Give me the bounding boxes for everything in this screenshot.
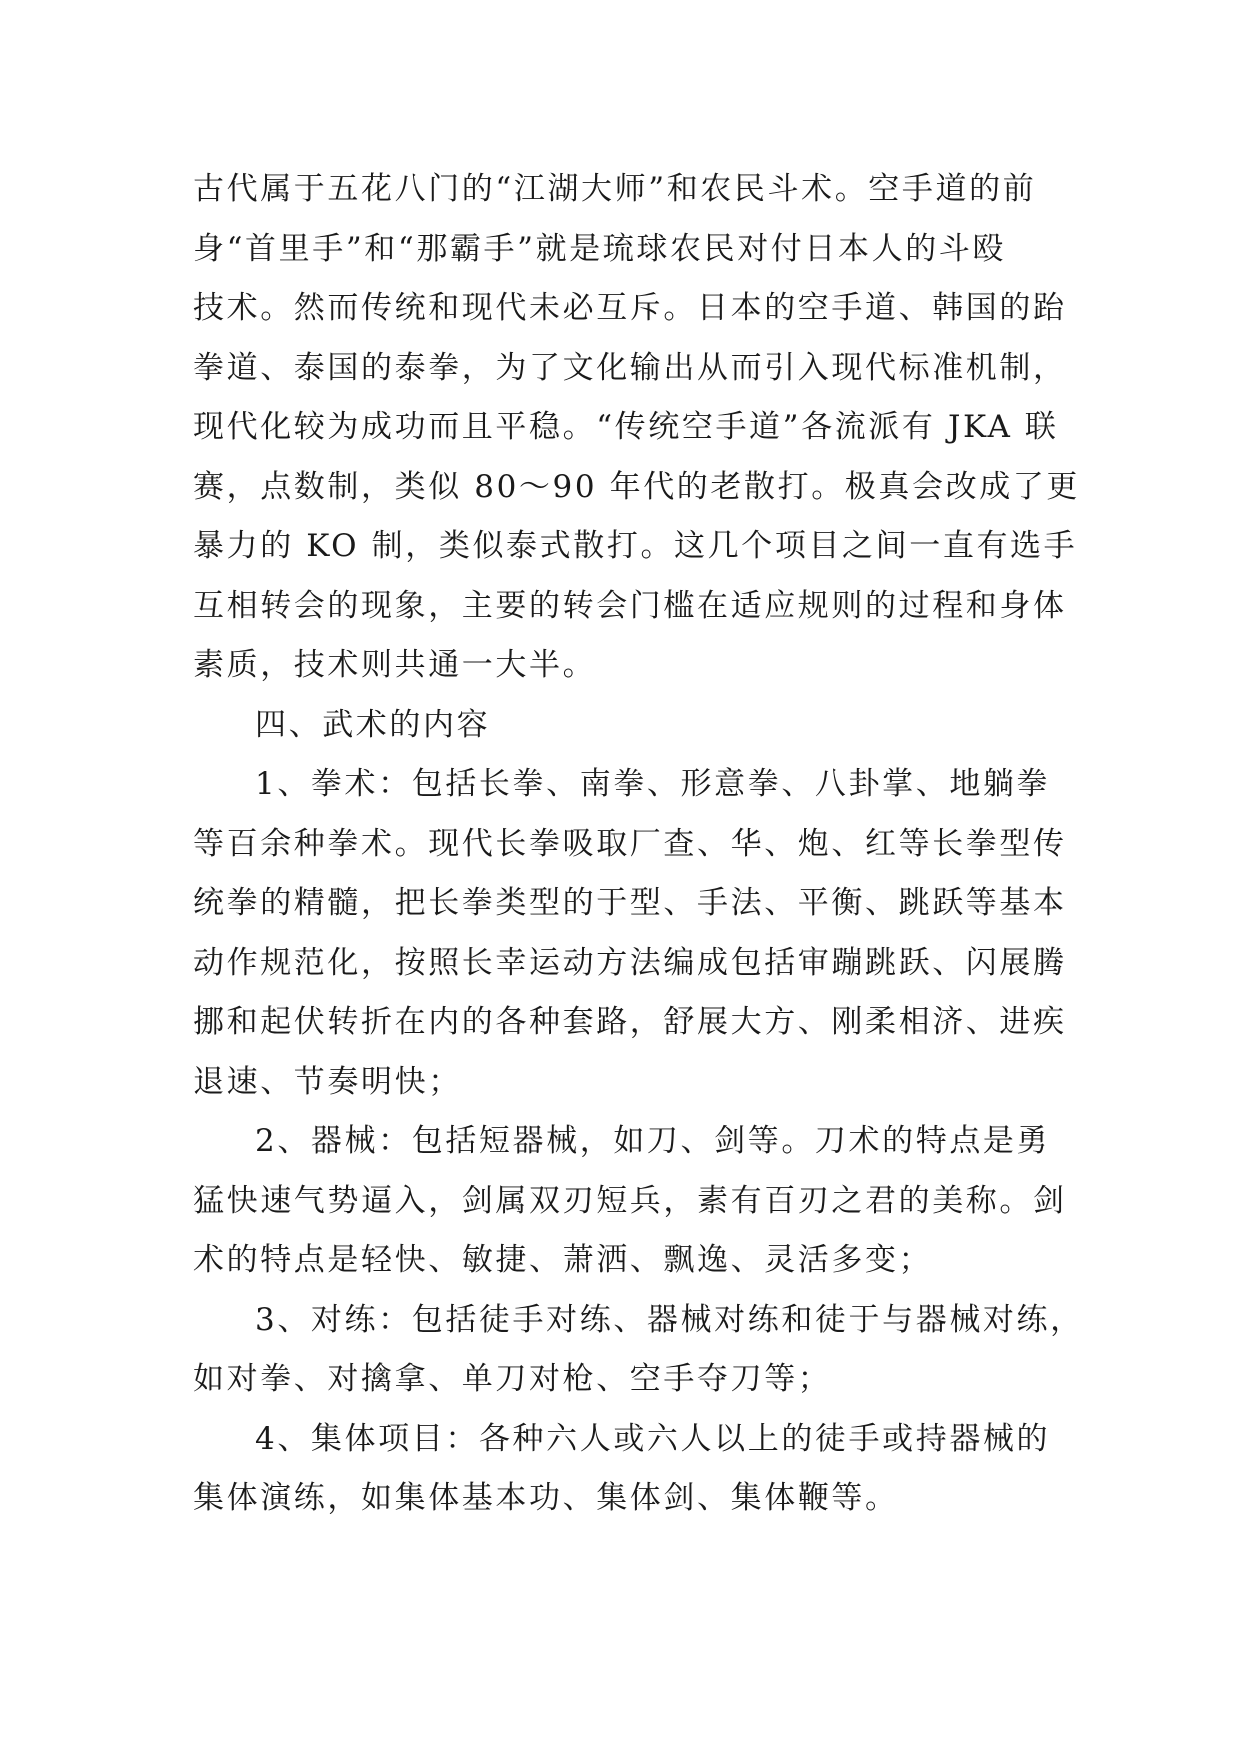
text-line: 统拳的精髓，把长拳类型的于型、手法、平衡、跳跃等基本 (193, 885, 1067, 921)
body-text (193, 160, 1084, 1529)
text-line: 4、集体项目：各种六人或六人以上的徒手或持器械的 (255, 1420, 1051, 1457)
heading-line: 四、武术的内容 (255, 706, 491, 743)
text-line: 等百余种拳术。现代长拳吸取厂查、华、炮、红等长拳型传 (193, 825, 1067, 862)
text-line: 技术。然而传统和现代未必互斥。日本的空手道、韩国的跆 (193, 290, 1067, 326)
text-line: 猛快速气势逼入，剑属双刃短兵，素有百刃之君的美称。剑 (193, 1182, 1067, 1219)
text-line: 动作规范化，按照长幸运动方法编成包括审蹦跳跃、闪展腾 (193, 944, 1067, 981)
text-line: 3、对练：包括徒手对练、器械对练和徒于与器械对练， (255, 1301, 1084, 1338)
text-line: 挪和起伏转折在内的各种套路，舒展大方、刚柔相济、进疾 (193, 1004, 1067, 1040)
text-line: 赛，点数制，类似 80～90 年代的老散打。极真会改成了更 (193, 468, 1080, 505)
text-line: 互相转会的现象，主要的转会门槛在适应规则的过程和身体 (193, 587, 1067, 624)
paragraph-item-4 (193, 1410, 1073, 1529)
text-line: 集体演练，如集体基本功、集体剑、集体鞭等。 (193, 1480, 899, 1516)
text-line: 退速、节奏明快； (193, 1063, 462, 1100)
section-heading (193, 696, 1073, 756)
text-line: 拳道、泰国的泰拳，为了文化输出从而引入现代标准机制， (193, 349, 1067, 386)
text-line: 现代化较为成功而且平稳。“传统空手道”各流派有 JKA 联 (193, 409, 1059, 445)
text-line: 1、拳术：包括长拳、南拳、形意拳、八卦掌、地躺拳 (255, 766, 1051, 802)
text-line: 如对拳、对擒拿、单刀对枪、空手夺刀等； (193, 1361, 832, 1397)
paragraph-item-2 (193, 1112, 1073, 1291)
paragraph-intro-continued (193, 160, 1080, 696)
text-line: 古代属于五花八门的“江湖大师”和农民斗术。空手道的前 (193, 171, 1037, 207)
text-line: 2、器械：包括短器械，如刀、剑等。刀术的特点是勇 (255, 1123, 1051, 1159)
text-line: 术的特点是轻快、敏捷、萧洒、飘逸、灵活多变； (193, 1242, 933, 1278)
text-line: 暴力的 KO 制，类似泰式散打。这几个项目之间一直有选手 (193, 528, 1078, 564)
text-line: 素质，技术则共通一大半。 (193, 647, 597, 683)
text-line: 身“首里手”和“那霸手”就是琉球农民对付日本人的斗殴 (193, 230, 1006, 267)
paragraph-item-1 (193, 755, 1073, 1112)
paragraph-item-3 (193, 1291, 1084, 1410)
